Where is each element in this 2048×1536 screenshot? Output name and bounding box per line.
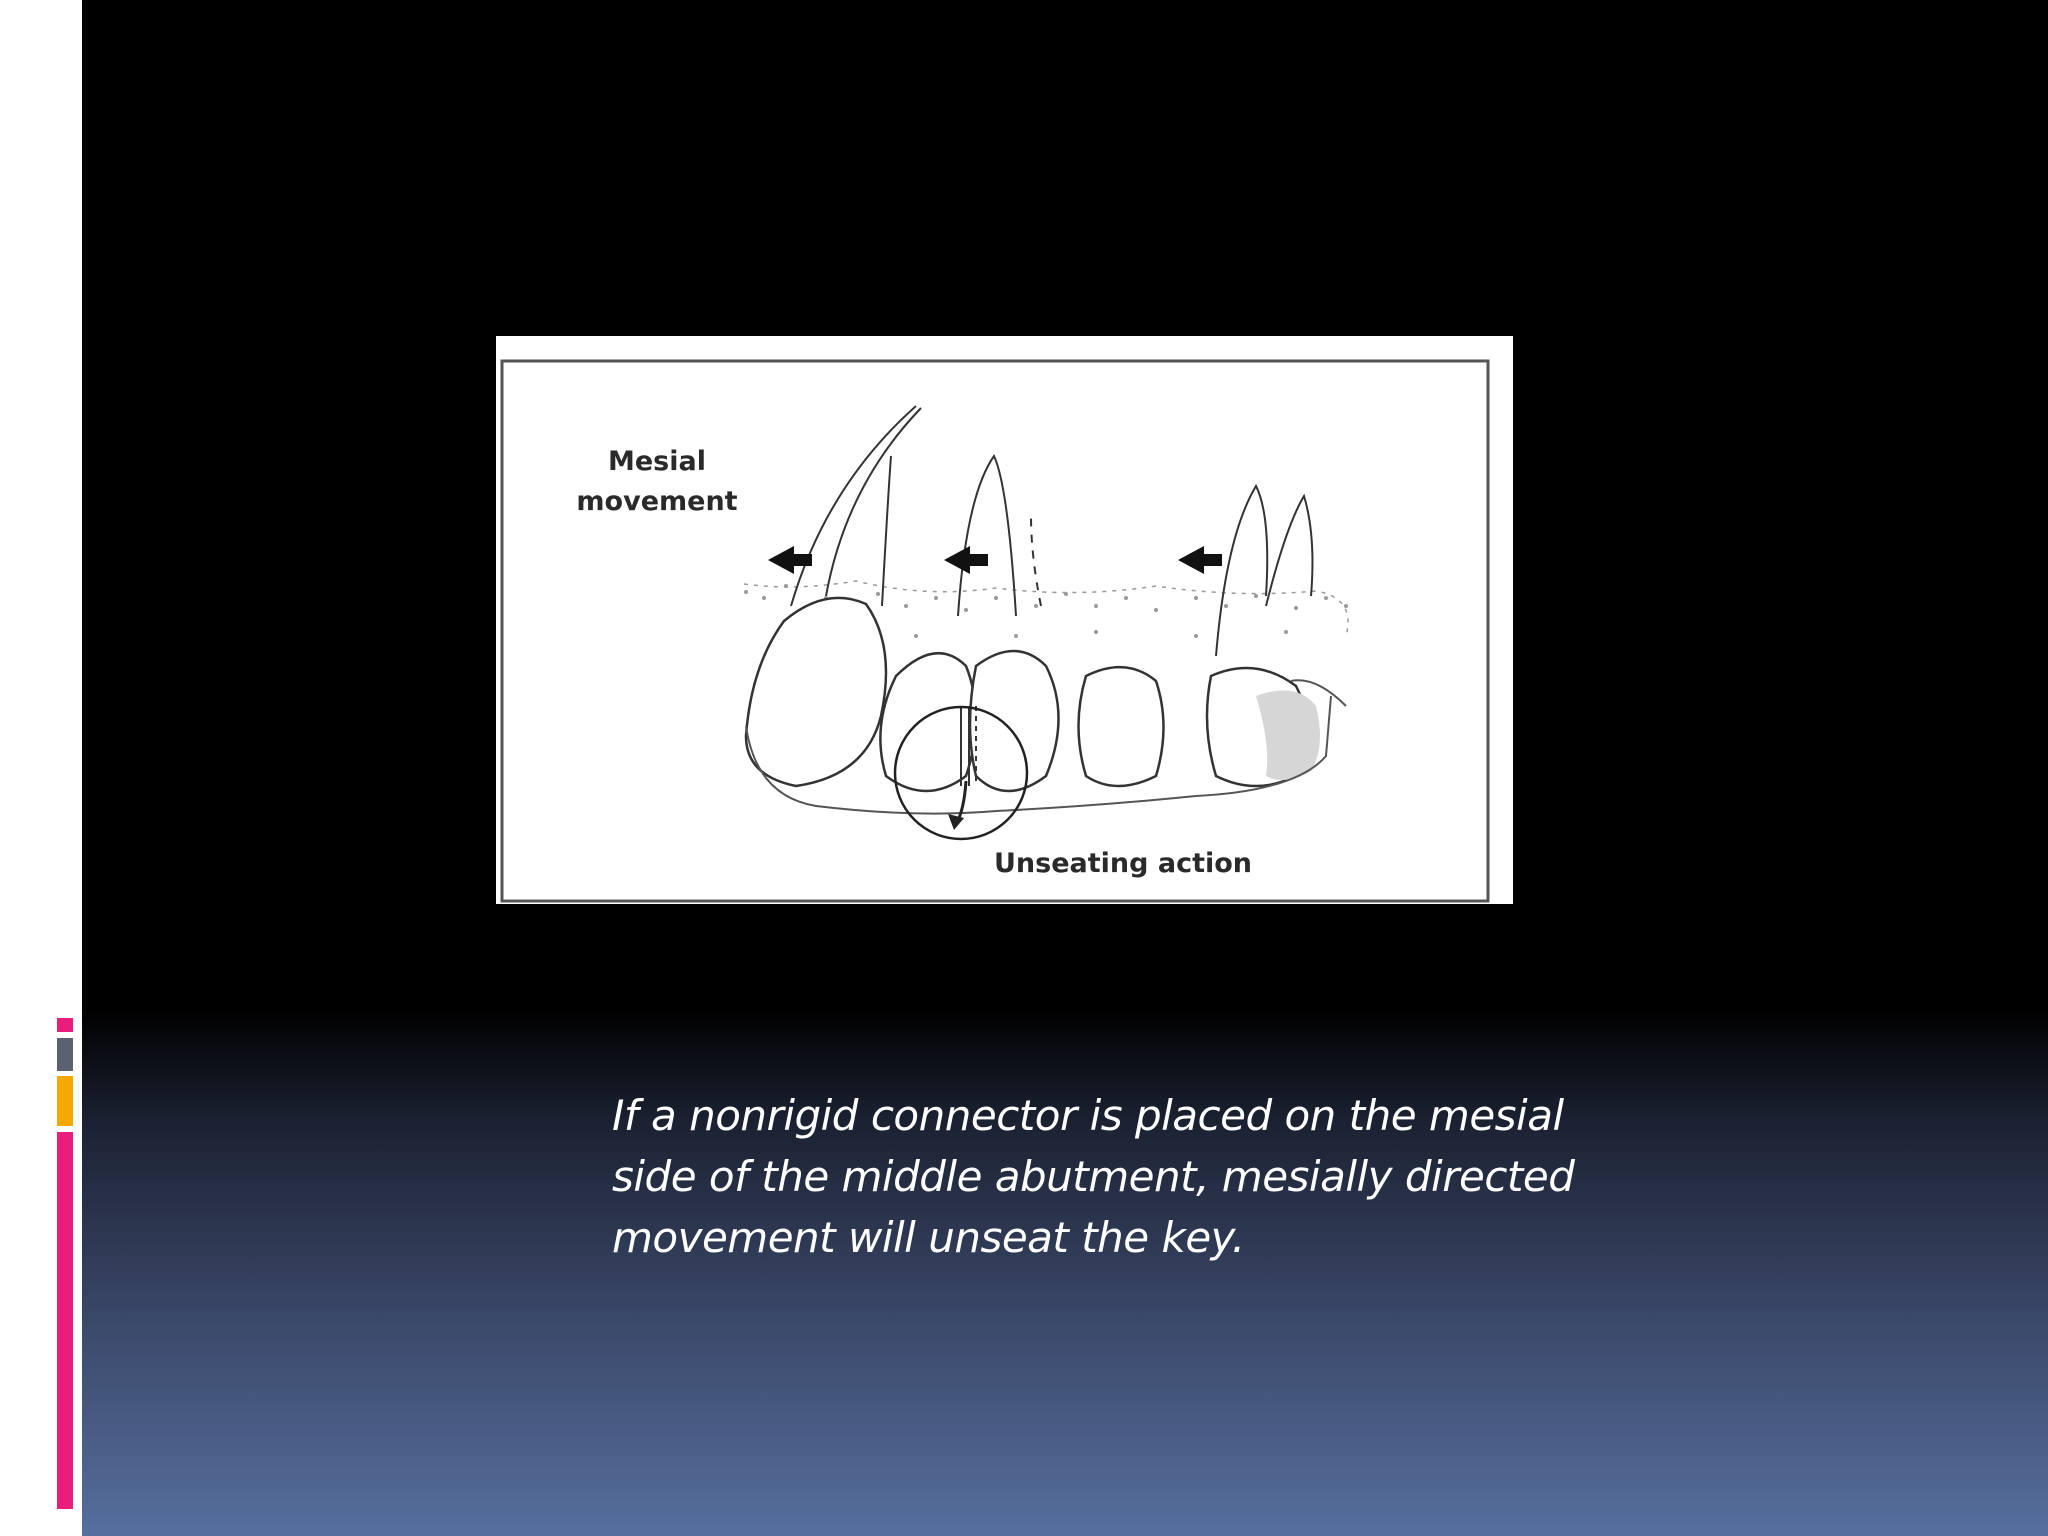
mesial-arrow-1 [768,546,812,574]
accent-bar-pink-small [57,1018,73,1032]
decorative-stripes [48,146,82,234]
mesial-movement-label [572,442,742,522]
mesial-label-line2: movement [576,486,738,517]
tooth-diagram [496,336,1513,904]
mesial-arrow-3 [1178,546,1222,574]
accent-bar-pink-long [57,1132,73,1509]
accent-bar-orange [57,1076,73,1126]
accent-bar-gray [57,1038,73,1071]
mesial-label-line1: Mesial [608,446,706,477]
slide-caption: If a nonrigid connector is placed on the mesial side of the middle abutment, mesially directed movement will unseat the key. [612,1091,1575,1262]
mesial-arrow-2 [944,546,988,574]
unseating-action-label: Unseating action [994,848,1253,879]
